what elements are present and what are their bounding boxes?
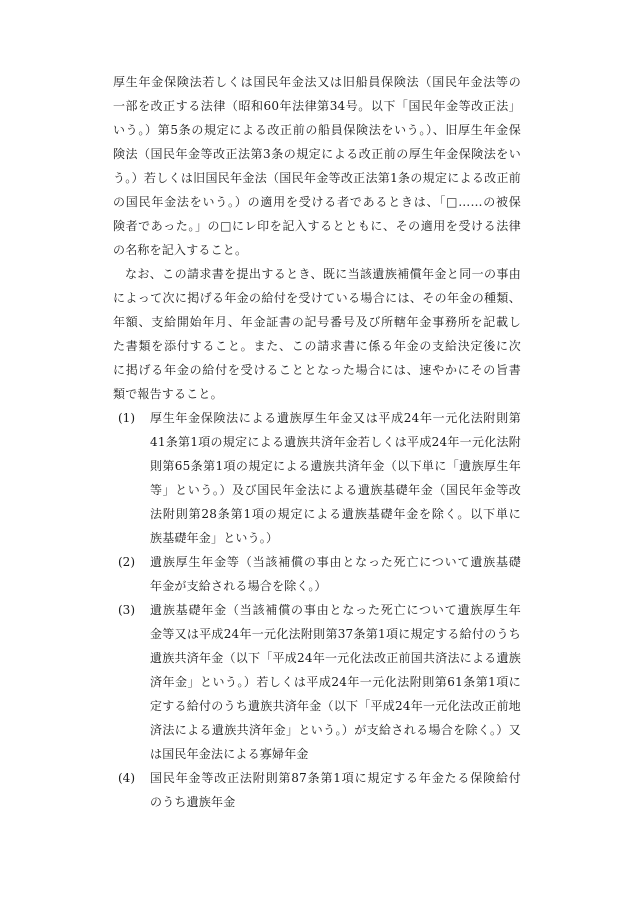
list-item-line: 定する給付のうち遺族共済年金（以下「平成24年一元化法改正前地 [150, 699, 521, 713]
list-marker: (2) [118, 555, 135, 569]
list-item-1 [113, 406, 521, 550]
paragraph-line: の名称を記入すること。 [113, 243, 248, 257]
paragraph-line: 厚生年金保険法若しくは国民年金法又は旧船員保険法（国民年金法等の [113, 75, 521, 89]
list-item-line: 厚生年金保険法による遺族厚生年金又は平成24年一元化法附則第 [150, 411, 521, 425]
list-item-line: 済法による遺族共済年金」という。）が支給される場合を除く。）又 [150, 723, 521, 737]
paragraph-line: う。）若しくは旧国民年金法（国民年金等改正法第1条の規定による改正前 [113, 171, 521, 185]
paragraph-line: の国民年金法をいう。）の適用を受ける者であるときは、「□……の被保 [113, 195, 521, 209]
paragraph-line: た書類を添付すること。また、この請求書に係る年金の支給決定後に次 [113, 339, 521, 353]
list-item-line: 済年金」という。）若しくは平成24年一元化法附則第61条第1項に [150, 675, 521, 689]
paragraph-line: いう。）第5条の規定による改正前の船員保険法をいう。）、旧厚生年金保 [113, 123, 521, 137]
list-item-line: 金等又は平成24年一元化法附則第37条第1項に規定する給付のうち [150, 627, 521, 641]
list-item-line: 遺族共済年金（以下「平成24年一元化法改正前国共済法による遺族 [150, 651, 521, 665]
list-item-line: 則第65条第1項の規定による遺族共済年金（以下単に「遺族厚生年 [150, 459, 521, 473]
list-item-line: 族基礎年金」という。） [150, 531, 279, 545]
list-item-line: 国民年金等改正法附則第87条第1項に規定する年金たる保険給付 [150, 771, 521, 785]
paragraph-pension-report [113, 262, 521, 406]
list-item-line: 遺族厚生年金等（当該補償の事由となった死亡について遺族基礎 [150, 555, 521, 569]
list-marker: (3) [118, 603, 135, 617]
paragraph-line: 険法（国民年金等改正法第3条の規定による改正前の厚生年金保険法をい [113, 147, 521, 161]
list-item-line: は国民年金法による寡婦年金 [150, 747, 309, 761]
list-item-line: 年金が支給される場合を除く。） [150, 579, 327, 593]
list-item-line: のうち遺族年金 [150, 795, 236, 809]
list-item-4 [113, 766, 521, 814]
list-item-line: 遺族基礎年金（当該補償の事由となった死亡について遺族厚生年 [150, 603, 521, 617]
list-item-2 [113, 550, 521, 598]
list-item-line: 等」という。）及び国民年金法による遺族基礎年金（国民年金等改 [150, 483, 521, 497]
paragraph-line: 年額、支給開始年月、年金証書の記号番号及び所轄年金事務所を記載し [113, 315, 521, 329]
paragraph-line: 類で報告すること。 [113, 387, 223, 401]
list-marker: (4) [118, 771, 135, 785]
paragraph-line: なお、この請求書を提出するとき、既に当該遺族補償年金と同一の事由 [125, 267, 521, 281]
list-marker: (1) [118, 411, 135, 425]
list-item-line: 41条第1項の規定による遺族共済年金若しくは平成24年一元化法附 [150, 435, 521, 449]
paragraph-line: 一部を改正する法律（昭和60年法律第34号。以下「国民年金等改正法」 [113, 99, 521, 113]
paragraph-line: 険者であった。」の□にレ印を記入するとともに、その適用を受ける法律 [113, 219, 521, 233]
paragraph-line: に掲げる年金の給付を受けることとなった場合には、速やかにその旨書 [113, 363, 521, 377]
list-item-3 [113, 598, 521, 766]
paragraph-law-name-instruction [113, 70, 521, 262]
paragraph-line: によって次に掲げる年金の給付を受けている場合には、その年金の種類、 [113, 291, 521, 305]
document-body [113, 70, 521, 814]
list-item-line: 法附則第28条第1項の規定による遺族基礎年金を除く。以下単に [150, 507, 521, 521]
